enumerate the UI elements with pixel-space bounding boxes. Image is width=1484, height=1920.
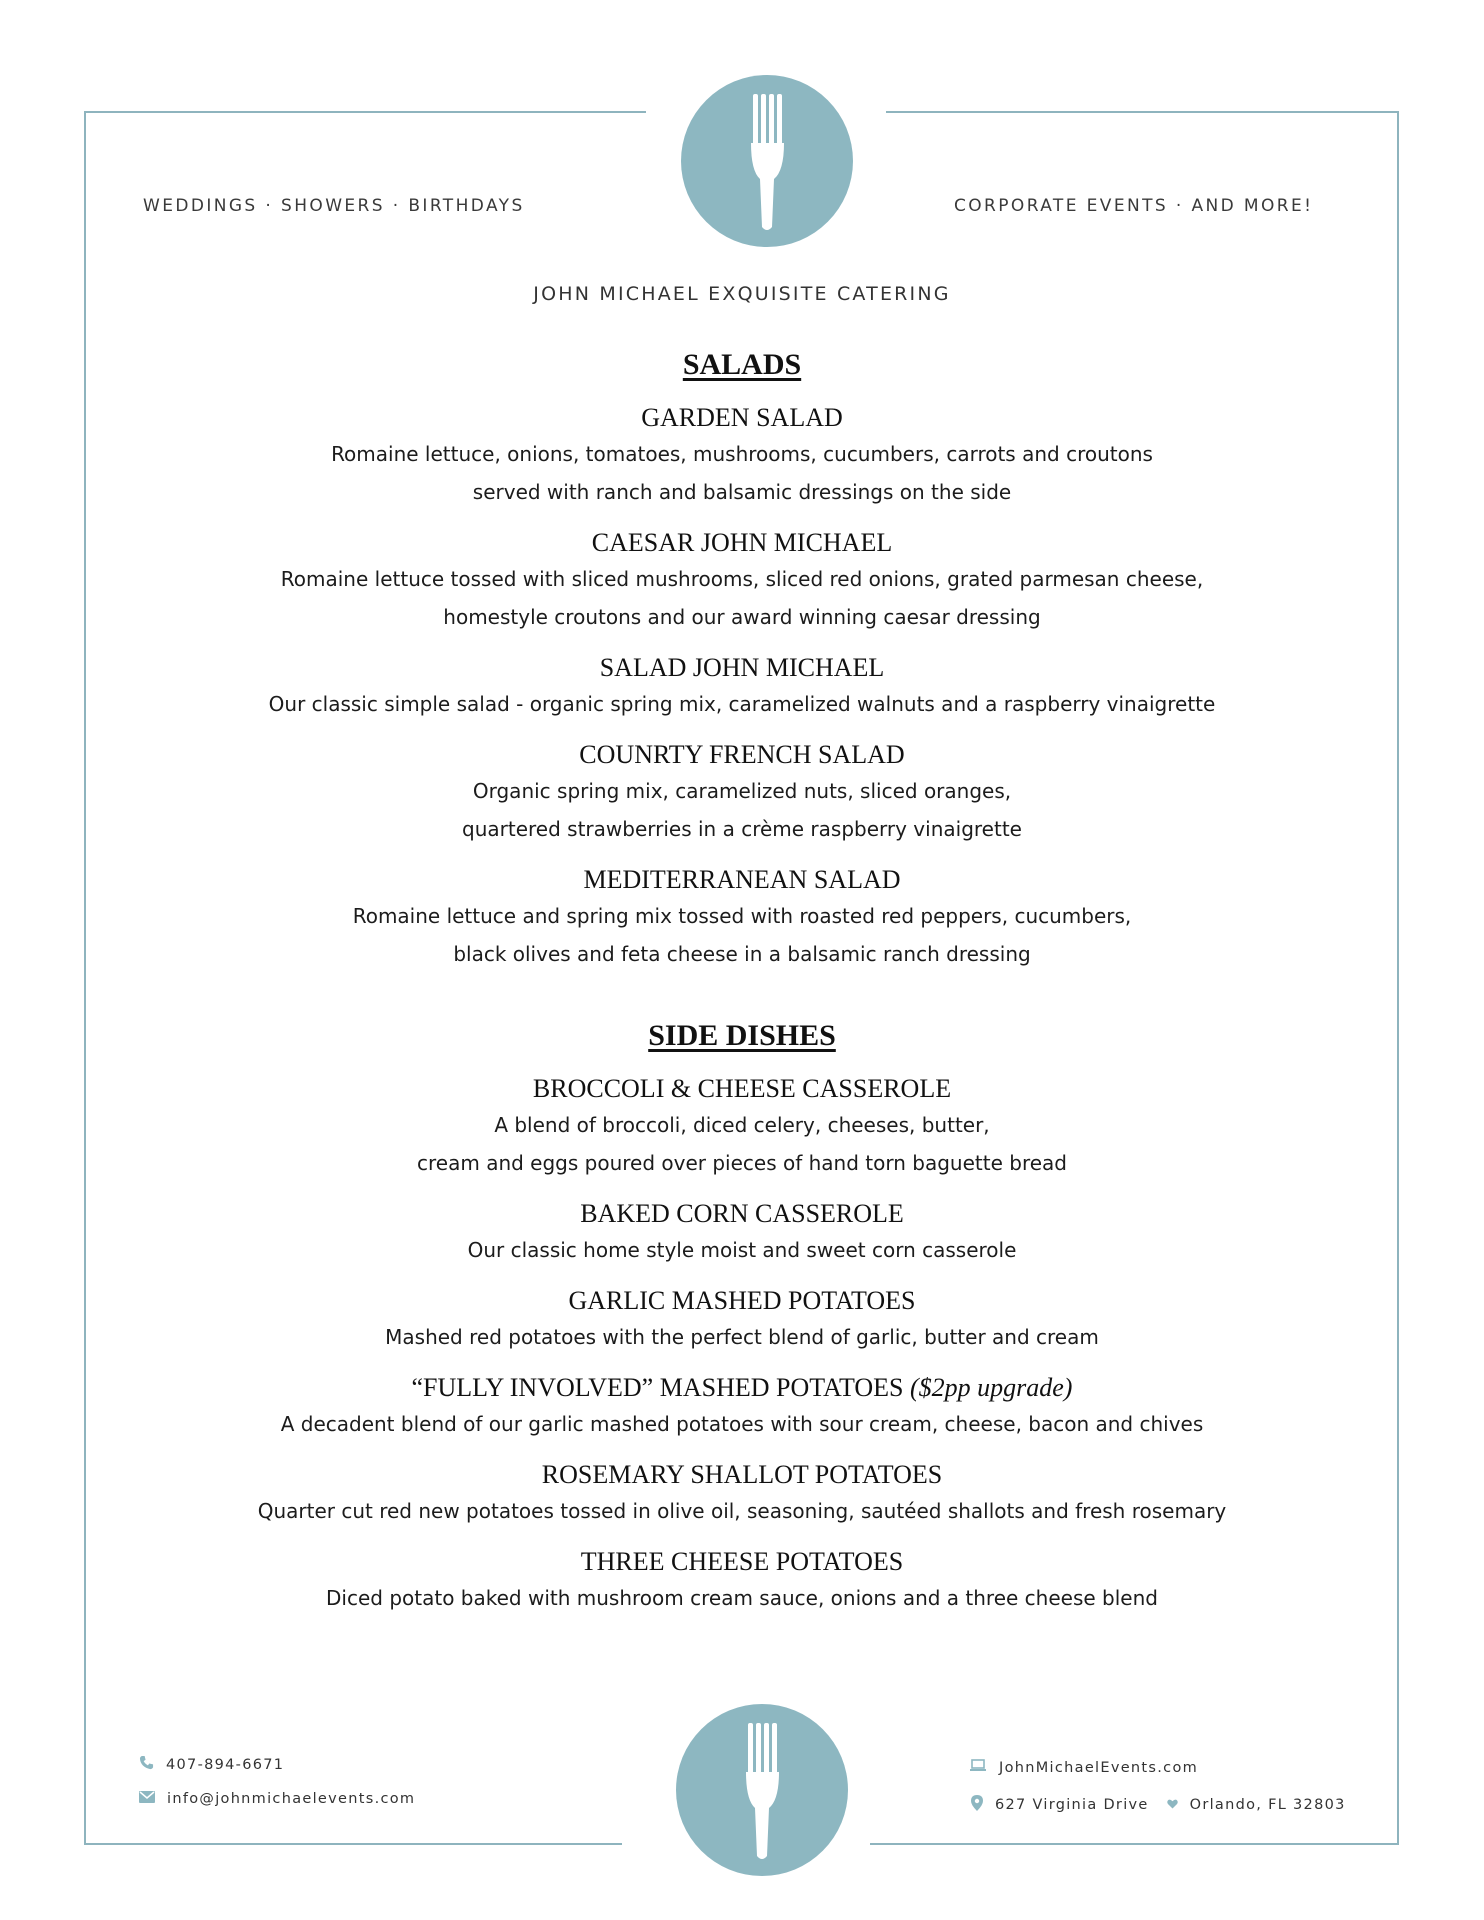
menu-item-desc: Romaine lettuce tossed with sliced mushrooms, sliced red onions, grated parmesan cheese, — [280, 567, 1204, 591]
menu-item-desc: Our classic simple salad - organic spring mix, caramelized walnuts and a raspberry vinaigrette — [268, 692, 1216, 716]
menu-item-name: GARLIC MASHED POTATOES — [568, 1286, 916, 1315]
menu-item-desc: Our classic home style moist and sweet corn casserole — [467, 1238, 1017, 1262]
menu-item-desc: Diced potato baked with mushroom cream sauce, onions and a three cheese blend — [326, 1586, 1158, 1610]
phone-icon — [139, 1755, 154, 1774]
upgrade-note: ($2pp upgrade) — [909, 1373, 1073, 1402]
menu-item-desc: black olives and feta cheese in a balsamic ranch dressing — [453, 942, 1031, 966]
phone-number[interactable]: 407-894-6671 — [166, 1756, 285, 1773]
website-link[interactable]: JohnMichaelEvents.com — [999, 1759, 1199, 1776]
footer-email[interactable] — [139, 1791, 415, 1807]
menu-item-desc: A decadent blend of our garlic mashed potatoes with sour cream, cheese, bacon and chives — [280, 1412, 1204, 1436]
salads-section — [0, 345, 1484, 973]
laptop-icon — [969, 1759, 987, 1776]
menu-item-name: THREE CHEESE POTATOES — [580, 1547, 904, 1576]
menu-item-desc: quartered strawberries in a crème raspberry vinaigrette — [462, 817, 1022, 841]
fork-icon — [676, 1704, 848, 1876]
sides-section — [0, 1016, 1484, 1617]
frame-bottom-left — [84, 1843, 622, 1845]
menu-item-desc: homestyle croutons and our award winning caesar dressing — [443, 605, 1041, 629]
menu-item-desc: Romaine lettuce, onions, tomatoes, mushrooms, cucumbers, carrots and croutons — [331, 442, 1153, 466]
menu-item-name-text: “FULLY INVOLVED” MASHED POTATOES — [411, 1373, 904, 1402]
menu-item-desc: Romaine lettuce and spring mix tossed with roasted red peppers, cucumbers, — [352, 904, 1132, 928]
menu-item-desc: served with ranch and balsamic dressings on the side — [472, 480, 1012, 504]
menu-item-name: CAESAR JOHN MICHAEL — [591, 528, 893, 557]
tagline-left: WEDDINGS · SHOWERS · BIRTHDAYS — [143, 196, 525, 216]
map-pin-icon — [971, 1795, 983, 1815]
street-address: 627 Virginia Drive — [995, 1797, 1149, 1813]
fork-icon — [681, 75, 853, 247]
frame-bottom-right — [870, 1843, 1399, 1845]
logo-top — [681, 75, 853, 247]
menu-item-desc: cream and eggs poured over pieces of hand torn baguette bread — [417, 1151, 1067, 1175]
section-title-sides: SIDE DISHES — [648, 1019, 836, 1052]
company-name: JOHN MICHAEL EXQUISITE CATERING — [533, 283, 951, 305]
frame-top-right — [886, 111, 1399, 113]
frame-top-left — [84, 111, 646, 113]
menu-item-name: GARDEN SALAD — [641, 403, 843, 432]
mail-icon — [139, 1791, 155, 1807]
section-title-salads: SALADS — [682, 348, 802, 381]
heart-icon — [1167, 1797, 1178, 1813]
menu-item-desc: A blend of broccoli, diced celery, cheeses, butter, — [494, 1113, 990, 1137]
logo-bottom — [676, 1704, 848, 1876]
footer-phone[interactable] — [139, 1755, 284, 1774]
menu-item-name: BAKED CORN CASSEROLE — [580, 1199, 904, 1228]
menu-item-name: COUNRTY FRENCH SALAD — [579, 740, 905, 769]
menu-item-name: MEDITERRANEAN SALAD — [583, 865, 901, 894]
menu-item-desc: Quarter cut red new potatoes tossed in olive oil, seasoning, sautéed shallots and fresh rosemary — [257, 1499, 1227, 1523]
menu-item-desc: Mashed red potatoes with the perfect blend of garlic, butter and cream — [385, 1325, 1099, 1349]
menu-item-name: BROCCOLI & CHEESE CASSEROLE — [532, 1074, 952, 1103]
menu-item-desc: Organic spring mix, caramelized nuts, sliced oranges, — [472, 779, 1012, 803]
footer-website[interactable] — [969, 1759, 1198, 1776]
city-state-zip: Orlando, FL 32803 — [1189, 1797, 1346, 1813]
menu-item-name: SALAD JOHN MICHAEL — [599, 653, 885, 682]
email-address[interactable]: info@johnmichaelevents.com — [167, 1791, 416, 1807]
menu-item-name: ROSEMARY SHALLOT POTATOES — [541, 1460, 943, 1489]
menu-item-name — [0, 1371, 1484, 1405]
footer-address — [971, 1795, 1346, 1815]
tagline-right: CORPORATE EVENTS · AND MORE! — [954, 196, 1314, 216]
